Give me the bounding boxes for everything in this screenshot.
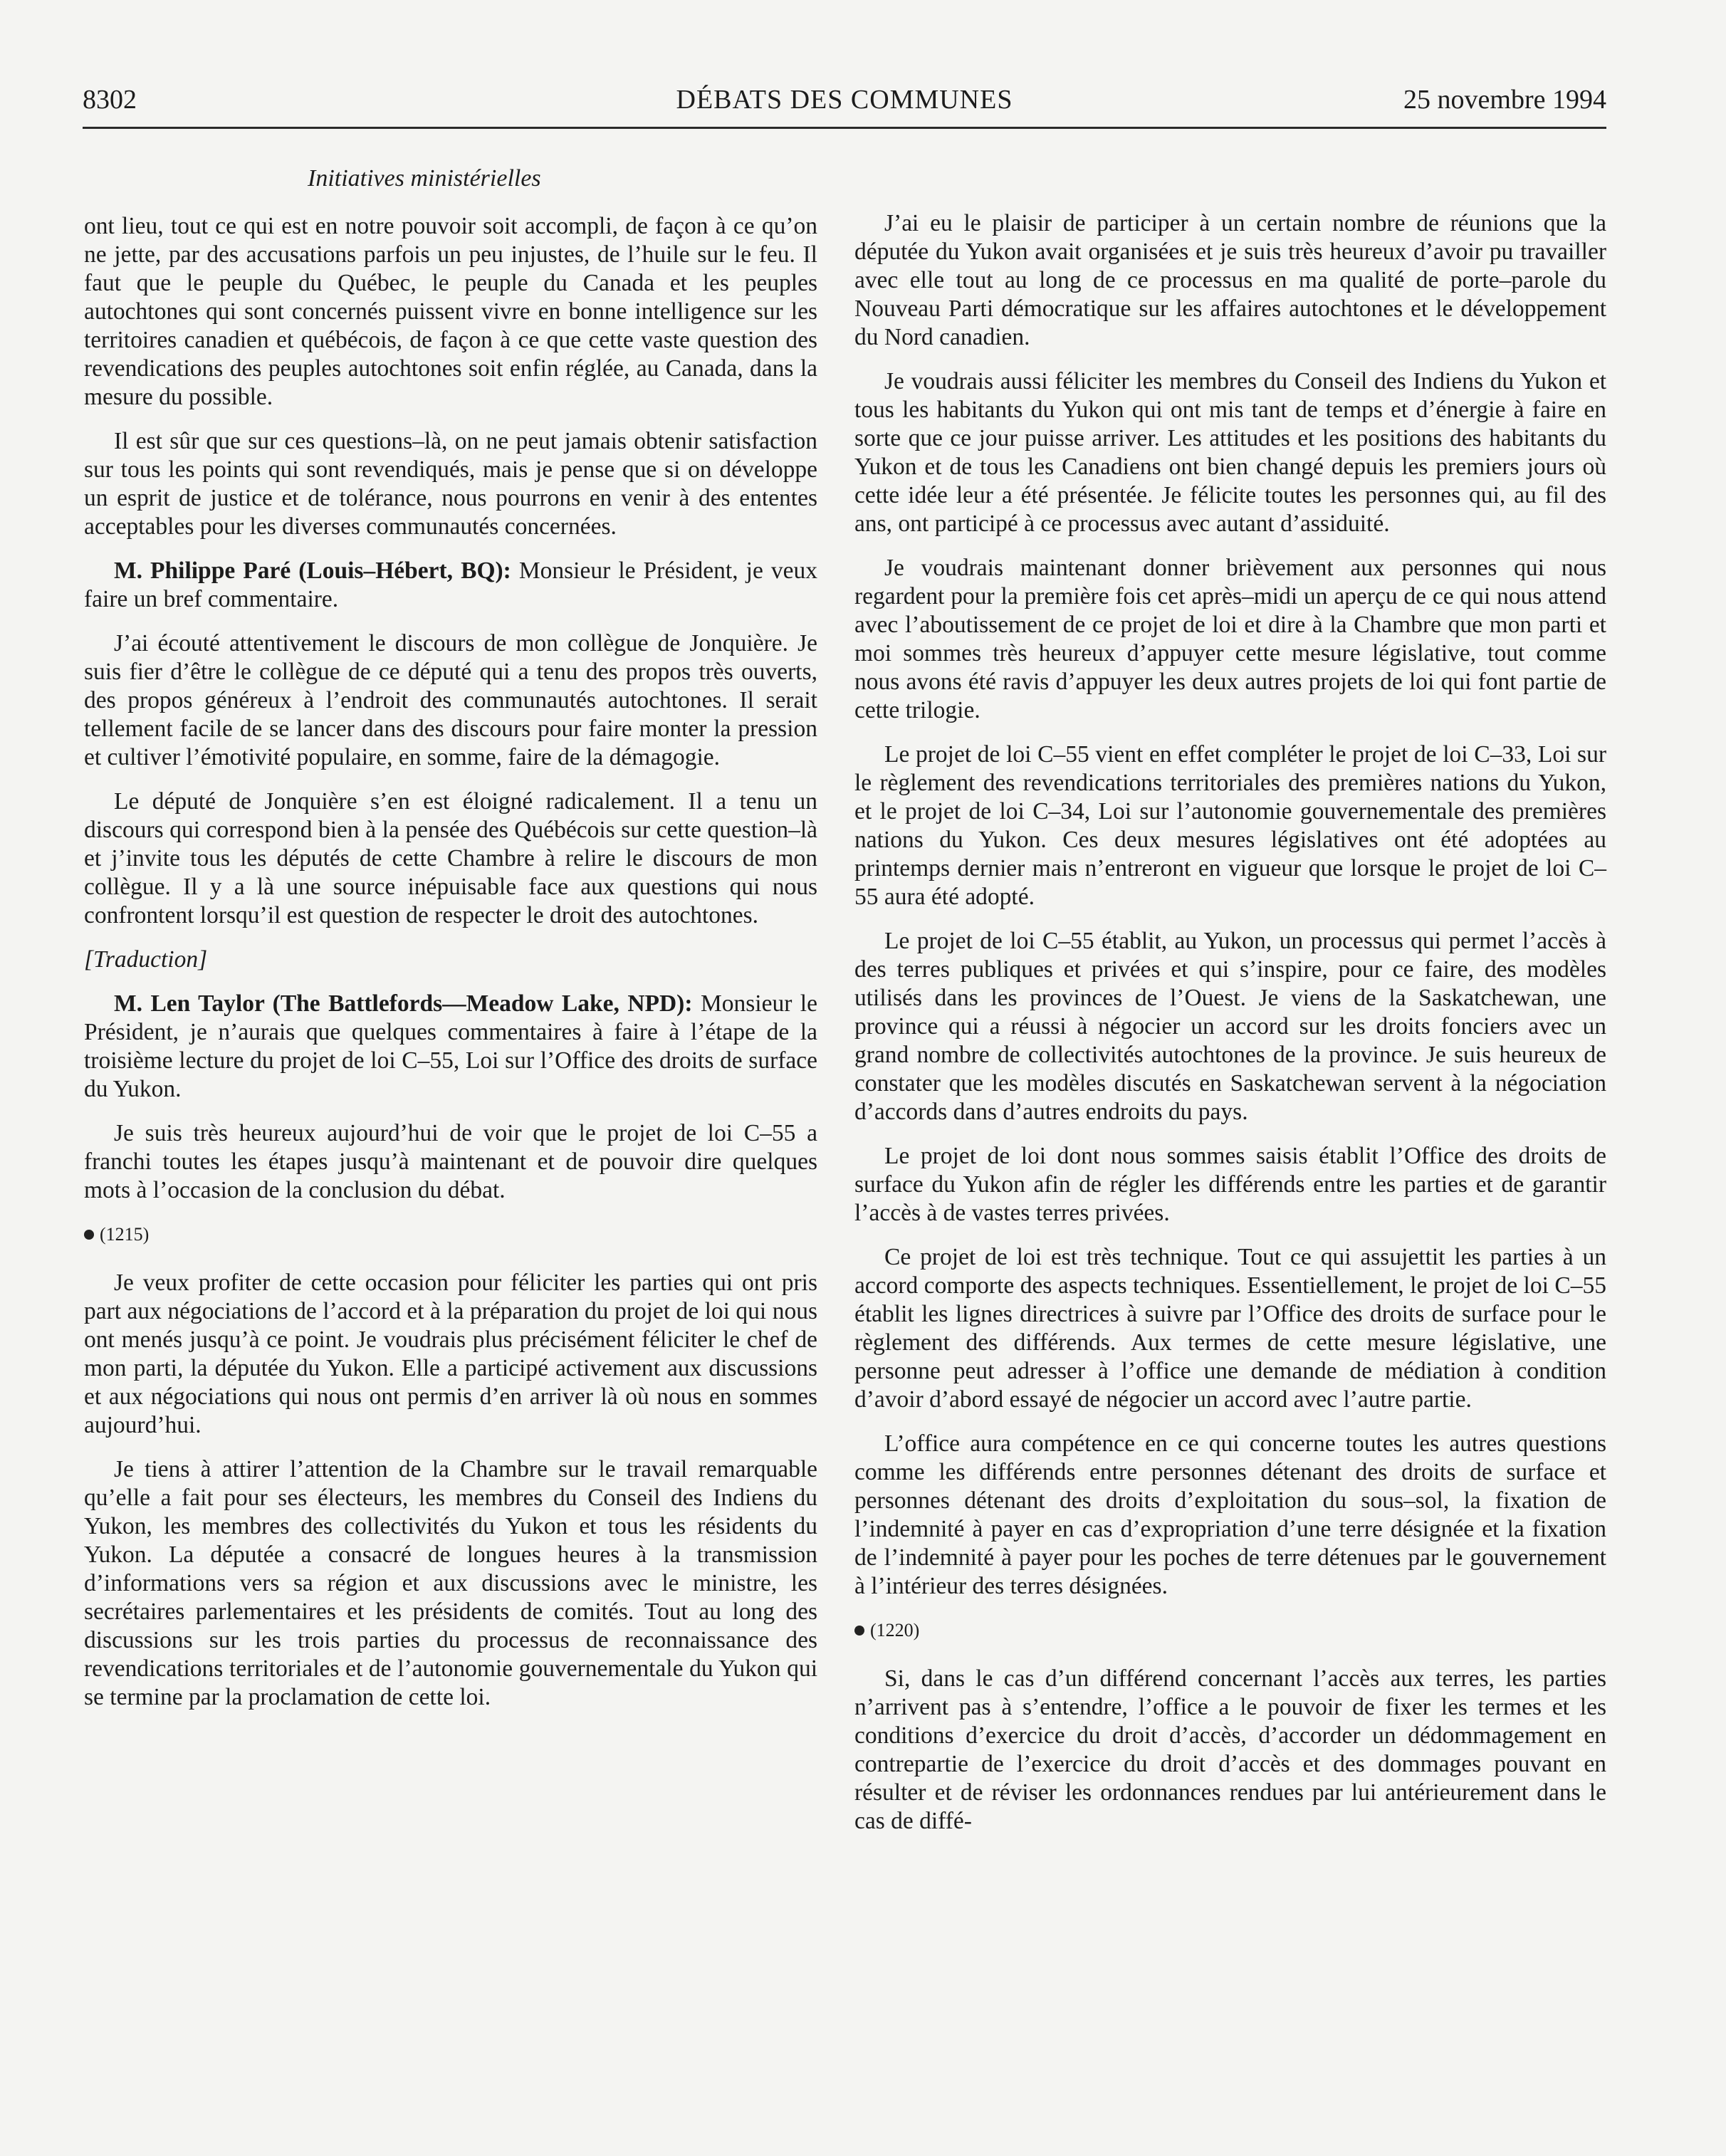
translation-tag: [Traduction] [84, 946, 208, 973]
paragraph: Je suis très heureux aujourd’hui de voir que le projet de loi C–55 a franchi toutes les étapes jusqu’à maintenant et de pouvoir dire quelques mots à l’occasion de la conclusion du débat. [84, 1120, 817, 1203]
bullet-icon [84, 1230, 94, 1240]
speech-text: Monsieur le Président, je veux faire un bref commentaire. [84, 558, 817, 612]
time-marker [854, 1616, 1606, 1645]
paragraph: Le projet de loi C–55 établit, au Yukon, un processus qui permet l’accès à des terres publiques et privées et qui s’inspire, pour ce faire, des modèles utilisés dans les provinces de l’Ouest. Je viens de la Saskatchewan, une province qui a réussi à négocier un accord sur les droits fonciers avec un grand nombre de collectivités autochtones de la province. Je suis heureux de constater que les modèles discutés en Saskatchewan servent à la négociation d’accords dans d’autres endroits du pays. [854, 928, 1606, 1125]
page-header [83, 84, 1606, 129]
paragraph: Le projet de loi C–55 vient en effet compléter le projet de loi C–33, Loi sur le règlement des revendications territoriales des premières nations du Yukon, et le projet de loi C–34, Loi sur l’autonomie gouvernementale des premières nations du Yukon. Ces deux mesures législatives ont été adoptées au printemps dernier mais n’entreront en vigueur que lorsque le projet de loi C–55 aura été adopté. [854, 741, 1606, 910]
speech-intro [84, 990, 817, 1104]
paragraph: Je voudrais maintenant donner brièvement aux personnes qui nous regardent pour la première fois cet après–midi un aperçu de ce qui nous attend avec l’aboutissement de ce projet de loi et dire à la Chambre que mon parti et moi sommes très heureux d’appuyer cette mesure législative, tout comme nous avons été ravis d’appuyer les deux autres projets de loi qui font partie de cette trilogie. [854, 555, 1606, 723]
time-marker [84, 1220, 817, 1249]
speech-intro [84, 557, 817, 614]
publication-title: DÉBATS DES COMMUNES [676, 85, 1013, 115]
time-stamp: (1215) [100, 1224, 150, 1245]
speaker-name: M. Philippe Paré (Louis–Hébert, BQ): [114, 558, 511, 584]
section-label: Initiatives ministérielles [308, 165, 541, 192]
speech-text: Monsieur le Président, je n’aurais que quelques commentaires à faire à l’étape de la troisième lecture du projet de loi C–55, Loi sur l’Office des droits de surface du Yukon. [84, 990, 817, 1102]
bullet-icon [854, 1626, 864, 1636]
paragraph: J’ai écouté attentivement le discours de mon collègue de Jonquière. Je suis fier d’être le collègue de ce député qui a tenu des propos très ouverts, des propos généreux à l’endroit des communautés autochtones. Il serait tellement facile de se lancer dans des discours pour faire monter la pression et cultiver l’émotivité populaire, en somme, faire de la démagogie. [84, 630, 817, 770]
left-column [84, 212, 817, 1727]
paragraph: ont lieu, tout ce qui est en notre pouvoir soit accompli, de façon à ce qu’on ne jette, par des accusations parfois un peu injustes, de l’huile sur le feu. Il faut que le peuple du Québec, le peuple du Canada et les peuples autochtones qui sont concernés puissent vivre en bonne intelligence sur les territoires canadien et québécois, de façon à ce que cette vaste question des revendications des peuples autochtones soit enfin réglée, au Canada, dans la mesure du possible. [84, 213, 817, 410]
right-column [854, 209, 1606, 1851]
paragraph: J’ai eu le plaisir de participer à un certain nombre de réunions que la députée du Yukon avait organisées et je suis très heureux d’avoir pu travailler avec elle tout au long de ce processus en ma qualité de porte–parole du Nouveau Parti démocratique sur les affaires autochtones et le développement du Nord canadien. [854, 210, 1606, 350]
paragraph: Le projet de loi dont nous sommes saisis établit l’Office des droits de surface du Yukon afin de régler les différends entre les parties et de garantir l’accès à de vastes terres privées. [854, 1143, 1606, 1226]
paragraph: Je voudrais aussi féliciter les membres du Conseil des Indiens du Yukon et tous les habitants du Yukon qui ont mis tant de temps et d’énergie à faire en sorte que ce jour puisse arriver. Les attitudes et les positions des habitants du Yukon et de tous les Canadiens ont bien changé depuis les premiers jours où cette idée leur a été présentée. Je félicite toutes les personnes qui, au fil des ans, ont participé à ce processus avec autant d’assiduité. [854, 368, 1606, 537]
paragraph: Il est sûr que sur ces questions–là, on ne peut jamais obtenir satisfaction sur tous les points qui sont revendiqués, mais je pense que si on développe un esprit de justice et de tolérance, nous pourrons en venir à des ententes acceptables pour les diverses communautés concernées. [84, 428, 817, 540]
paragraph: Ce projet de loi est très technique. Tout ce qui assujettit les parties à un accord comporte des aspects techniques. Essentiellement, le projet de loi C–55 établit les lignes directrices à suivre par l’Office des droits de surface pour le règlement des différends. Aux termes de cette mesure législative, une personne peut adresser à l’office une demande de médiation à condition d’avoir d’abord essayé de négocier un accord avec l’autre partie. [854, 1244, 1606, 1413]
paragraph: L’office aura compétence en ce qui concerne toutes les autres questions comme les différends entre personnes détenant des droits de surface et personnes détenant des droits d’exploitation du sous–sol, la fixation de l’indemnité à payer en cas d’expropriation d’une terre désignée et la fixation de l’indemnité à payer pour les poches de terre détenues par le gouvernement à l’intérieur des terres désignées. [854, 1430, 1606, 1599]
paragraph: Le député de Jonquière s’en est éloigné radicalement. Il a tenu un discours qui correspond bien à la pensée des Québécois sur cette question–là et j’invite tous les députés de cette Chambre à relire le discours de mon collègue. Il y a là une source inépuisable face aux questions qui nous confrontent lorsqu’il est question de respecter le droit des autochtones. [84, 788, 817, 928]
paragraph: Je tiens à attirer l’attention de la Chambre sur le travail remarquable qu’elle a fait pour ses électeurs, les membres du Conseil des Indiens du Yukon, les membres des collectivités du Yukon et tous les résidents du Yukon. La députée a consacré de longues heures à la transmission d’informations vers sa région et aux discussions avec le ministre, les secrétaires parlementaires et les présidents de comités. Tout au long des discussions sur les trois parties du processus de reconnaissance des revendications territoriales et de l’autonomie gouvernementale du Yukon qui se termine par la proclamation de cette loi. [84, 1456, 817, 1710]
page-number: 8302 [83, 85, 137, 115]
speaker-name: M. Len Taylor (The Battlefords—Meadow Lake, NPD): [114, 990, 693, 1017]
paragraph: Si, dans le cas d’un différend concernant l’accès aux terres, les parties n’arrivent pas à s’entendre, l’office a le pouvoir de fixer les termes et les conditions d’exercice du droit d’accès, d’accorder un dédommagement en contrepartie de l’exercice du droit d’accès et des dommages pouvant en résulter et de réviser les ordonnances rendues par lui antérieurement dans le cas de diffé- [854, 1665, 1606, 1834]
publication-date: 25 novembre 1994 [1403, 85, 1606, 115]
paragraph: Je veux profiter de cette occasion pour féliciter les parties qui ont pris part aux négociations de l’accord et à la préparation du projet de loi qui nous ont menés jusqu’à ce point. Je voudrais plus précisément féliciter le chef de mon parti, la députée du Yukon. Elle a participé activement aux discussions et aux négociations qui nous ont permis d’en arriver là où nous en sommes aujourd’hui. [84, 1270, 817, 1438]
time-stamp: (1220) [870, 1620, 920, 1640]
